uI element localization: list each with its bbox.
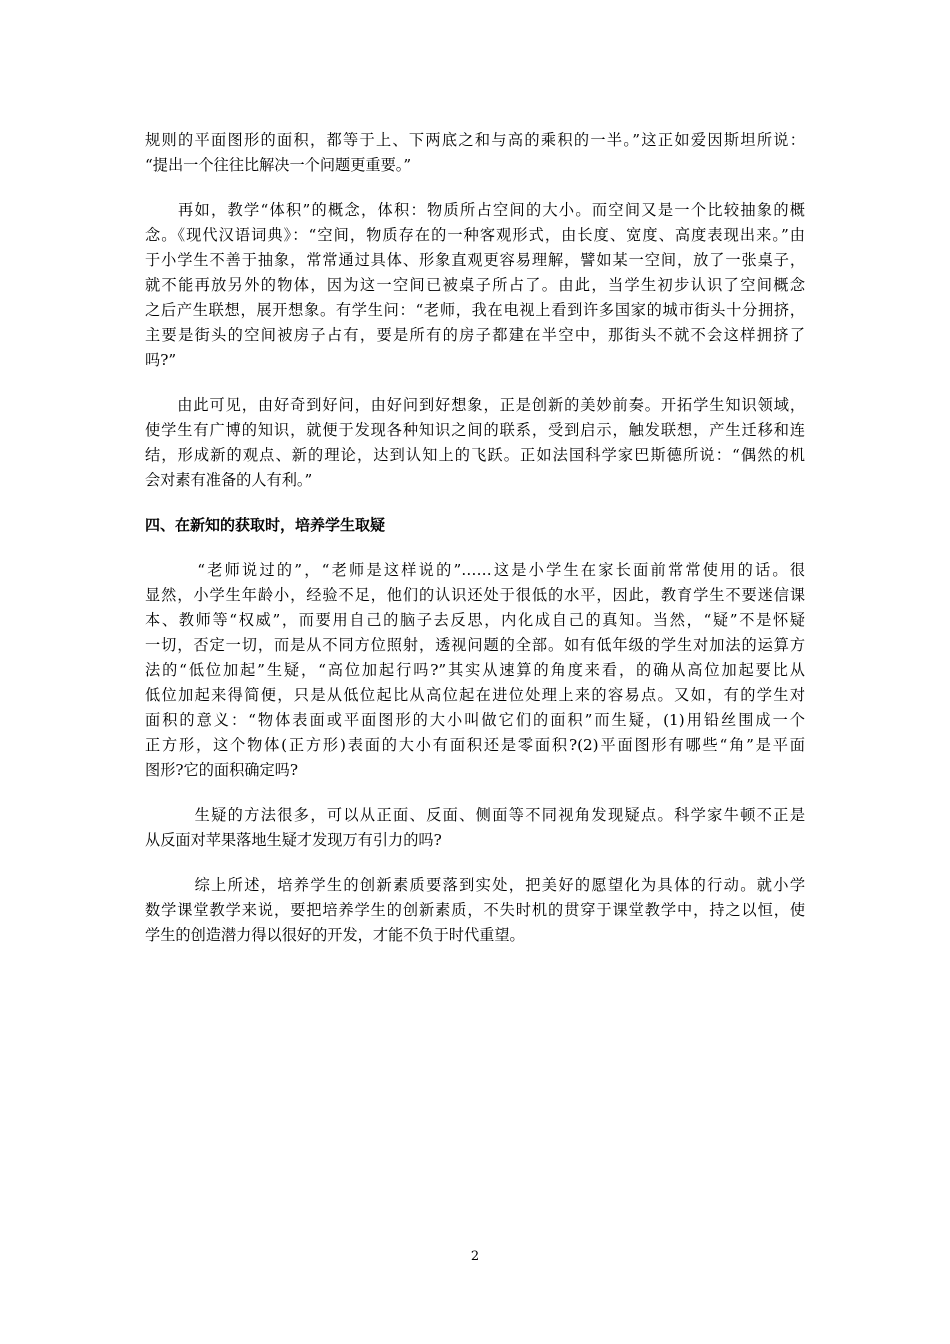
text-line: 于小学生不善于抽象，常常通过具体、形象直观更容易理解，譬如某一空间，放了一张桌子， (145, 251, 805, 269)
text-line: 低位加起来得简便，只是从低位起比从高位起在进位处理上来的容易点。又如，有的学生对 (145, 686, 805, 704)
text-line: 本、教师等“权威”，而要用自己的脑子去反思，内化成自己的真知。当然，“疑”不是怀疑 (145, 611, 805, 629)
text-line: 正方形，这个物体(正方形)表面的大小有面积还是零面积?(2)平面图形有哪些“角”是平面 (145, 736, 805, 754)
text-line: 图形?它的面积确定吗? (145, 761, 298, 779)
text-line: 从反面对苹果落地生疑才发现万有引力的吗? (145, 831, 442, 849)
text-line: 吗?” (145, 351, 177, 369)
text-line: “老师说过的”，“老师是这样说的”……这是小学生在家长面前常常使用的话。很 (145, 561, 805, 579)
paragraph-6 (145, 873, 805, 948)
text-line: 由此可见，由好奇到好问，由好问到好想象，正是创新的美妙前奏。开拓学生知识领域， (145, 396, 805, 414)
text-line: 之后产生联想，展开想象。有学生问：“老师，我在电视上看到许多国家的城市街头十分拥挤， (145, 301, 805, 319)
text-line: 学生的创造潜力得以很好的开发，才能不负于时代重望。 (145, 926, 525, 944)
paragraph-3 (145, 393, 805, 493)
section-heading: 四、在新知的获取时，培养学生取疑 (145, 516, 386, 534)
paragraph-1 (145, 128, 805, 178)
document-body (145, 128, 805, 968)
text-line: 法的“低位加起”生疑，“高位加起行吗?”其实从速算的角度来看，的确从高位加起要比从 (145, 661, 805, 679)
text-line: 面积的意义：“物体表面或平面图形的大小叫做它们的面积”而生疑，(1)用铅丝围成一个 (145, 711, 805, 729)
text-line: 综上所述，培养学生的创新素质要落到实处，把美好的愿望化为具体的行动。就小学 (145, 876, 805, 894)
text-line: 一切，否定一切，而是从不同方位照射，透视问题的全部。如有低年级的学生对加法的运算方 (145, 636, 805, 654)
paragraph-5 (145, 803, 805, 853)
text-line: 使学生有广博的知识，就便于发现各种知识之间的联系，受到启示，触发联想，产生迁移和连 (145, 421, 805, 439)
text-line: 就不能再放另外的物体，因为这一空间已被桌子所占了。由此，当学生初步认识了空间概念 (145, 276, 805, 294)
text-line: “提出一个往往比解决一个问题更重要。” (145, 156, 412, 174)
text-line: 会对素有准备的人有利。” (145, 471, 313, 489)
text-line: 数学课堂教学来说，要把培养学生的创新素质，不失时机的贯穿于课堂教学中，持之以恒，使 (145, 901, 805, 919)
text-line: 显然，小学生年龄小，经验不足，他们的认识还处于很低的水平，因此，教育学生不要迷信课 (145, 586, 805, 604)
page-number: 2 (470, 1249, 480, 1264)
text-line: 生疑的方法很多，可以从正面、反面、侧面等不同视角发现疑点。科学家牛顿不正是 (145, 806, 805, 824)
text-line: 再如，教学“体积”的概念，体积：物质所占空间的大小。而空间又是一个比较抽象的概 (145, 201, 805, 219)
text-line: 念。《现代汉语词典》：“空间，物质存在的一种客观形式，由长度、宽度、高度表现出来。”由 (145, 226, 805, 244)
text-line: 结，形成新的观点、新的理论，达到认知上的飞跃。正如法国科学家巴斯德所说：“偶然的机 (145, 446, 805, 464)
text-line: 规则的平面图形的面积，都等于上、下两底之和与高的乘积的一半。”这正如爱因斯坦所说： (145, 131, 805, 149)
paragraph-4 (145, 558, 805, 783)
paragraph-2 (145, 198, 805, 373)
text-line: 主要是街头的空间被房子占有，要是所有的房子都建在半空中，那街头不就不会这样拥挤了 (145, 326, 805, 344)
